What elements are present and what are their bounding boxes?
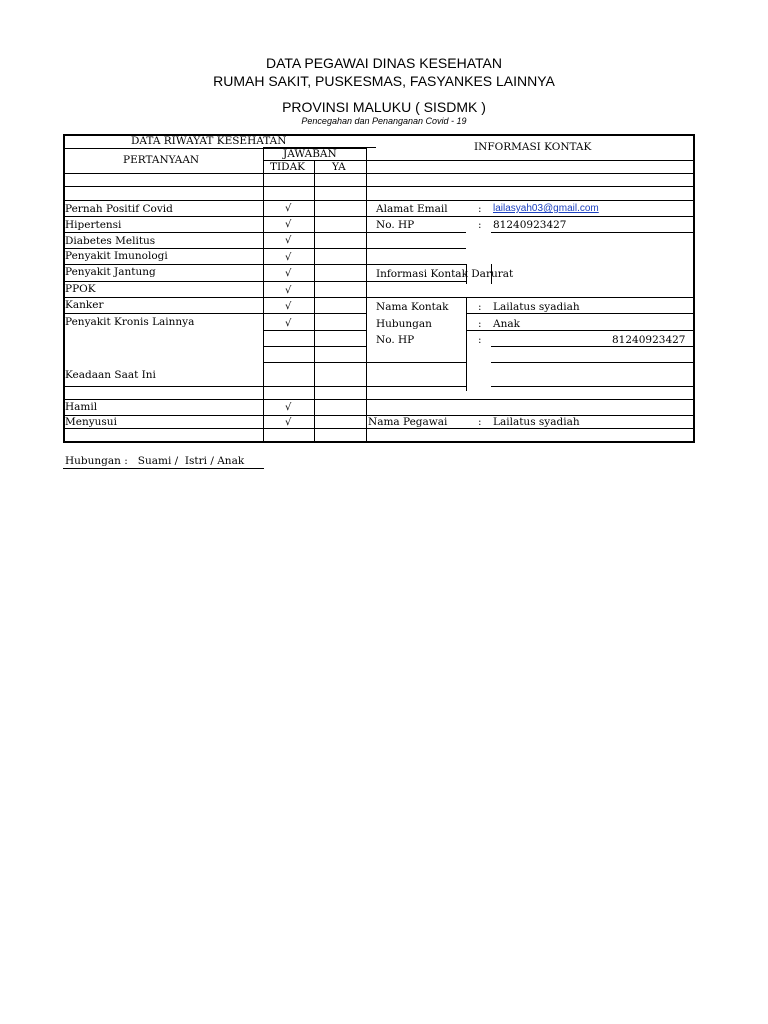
emergency-phone-value: 81240923427 xyxy=(612,334,686,346)
answer-no-check: √ xyxy=(285,301,292,312)
header-subtitle: Pencegahan dan Penanganan Covid - 19 xyxy=(301,116,467,126)
header-line-1: DATA PEGAWAI DINAS KESEHATAN xyxy=(266,55,502,71)
contact-name-label: Nama Kontak xyxy=(376,301,449,313)
question-column-header: PERTANYAAN xyxy=(123,154,200,166)
relation-value: Anak xyxy=(493,318,520,330)
answer-no-check: √ xyxy=(285,252,292,263)
relation-note: Hubungan : Suami / Istri / Anak xyxy=(65,455,245,467)
answer-no-check: √ xyxy=(285,268,292,279)
current-state-label: Keadaan Saat Ini xyxy=(65,369,156,381)
emergency-contact-title: Informasi Kontak Darurat xyxy=(376,268,514,280)
answer-no-check: √ xyxy=(285,235,292,246)
contact-section-title: INFORMASI KONTAK xyxy=(474,141,592,153)
colon: : xyxy=(478,318,482,330)
answer-no-check: √ xyxy=(285,318,292,329)
question-diabetes: Diabetes Melitus xyxy=(65,235,156,247)
contact-name-value: Lailatus syadiah xyxy=(493,301,580,313)
phone-value: 81240923427 xyxy=(493,219,567,231)
no-column-header: TIDAK xyxy=(270,161,305,173)
employee-name-value: Lailatus syadiah xyxy=(493,416,580,428)
answer-column-header: JAWABAN xyxy=(283,148,337,160)
email-value[interactable]: lailasyah03@gmail.com xyxy=(493,203,599,214)
phone-label: No. HP xyxy=(376,219,415,231)
colon: : xyxy=(478,301,482,313)
relation-label: Hubungan xyxy=(376,318,432,330)
question-positive-covid: Pernah Positif Covid xyxy=(65,203,173,215)
answer-no-check: √ xyxy=(285,402,292,413)
question-breastfeeding: Menyusui xyxy=(65,416,117,428)
answer-no-check: √ xyxy=(285,203,292,214)
question-immunology: Penyakit Imunologi xyxy=(65,250,168,262)
colon: : xyxy=(478,203,482,215)
relation-note-underline xyxy=(63,468,264,469)
emergency-phone-label: No. HP xyxy=(376,334,415,346)
question-other-chronic: Penyakit Kronis Lainnya xyxy=(65,316,195,328)
header-line-3: PROVINSI MALUKU ( SISDMK ) xyxy=(282,99,486,115)
header-line-2: RUMAH SAKIT, PUSKESMAS, FASYANKES LAINNYA xyxy=(213,73,555,89)
question-hypertension: Hipertensi xyxy=(65,219,122,231)
answer-no-check: √ xyxy=(285,417,292,428)
yes-column-header: YA xyxy=(332,161,346,173)
health-section-title: DATA RIWAYAT KESEHATAN xyxy=(131,135,287,147)
answer-no-check: √ xyxy=(285,219,292,230)
answer-no-check: √ xyxy=(285,285,292,296)
question-ppok: PPOK xyxy=(65,283,96,295)
question-heart-disease: Penyakit Jantung xyxy=(65,266,156,278)
question-pregnant: Hamil xyxy=(65,401,98,413)
colon: : xyxy=(478,219,482,231)
colon: : xyxy=(478,334,482,346)
question-cancer: Kanker xyxy=(65,299,104,311)
colon: : xyxy=(478,416,482,428)
employee-name-label: Nama Pegawai xyxy=(368,416,448,428)
email-label: Alamat Email xyxy=(376,203,448,215)
